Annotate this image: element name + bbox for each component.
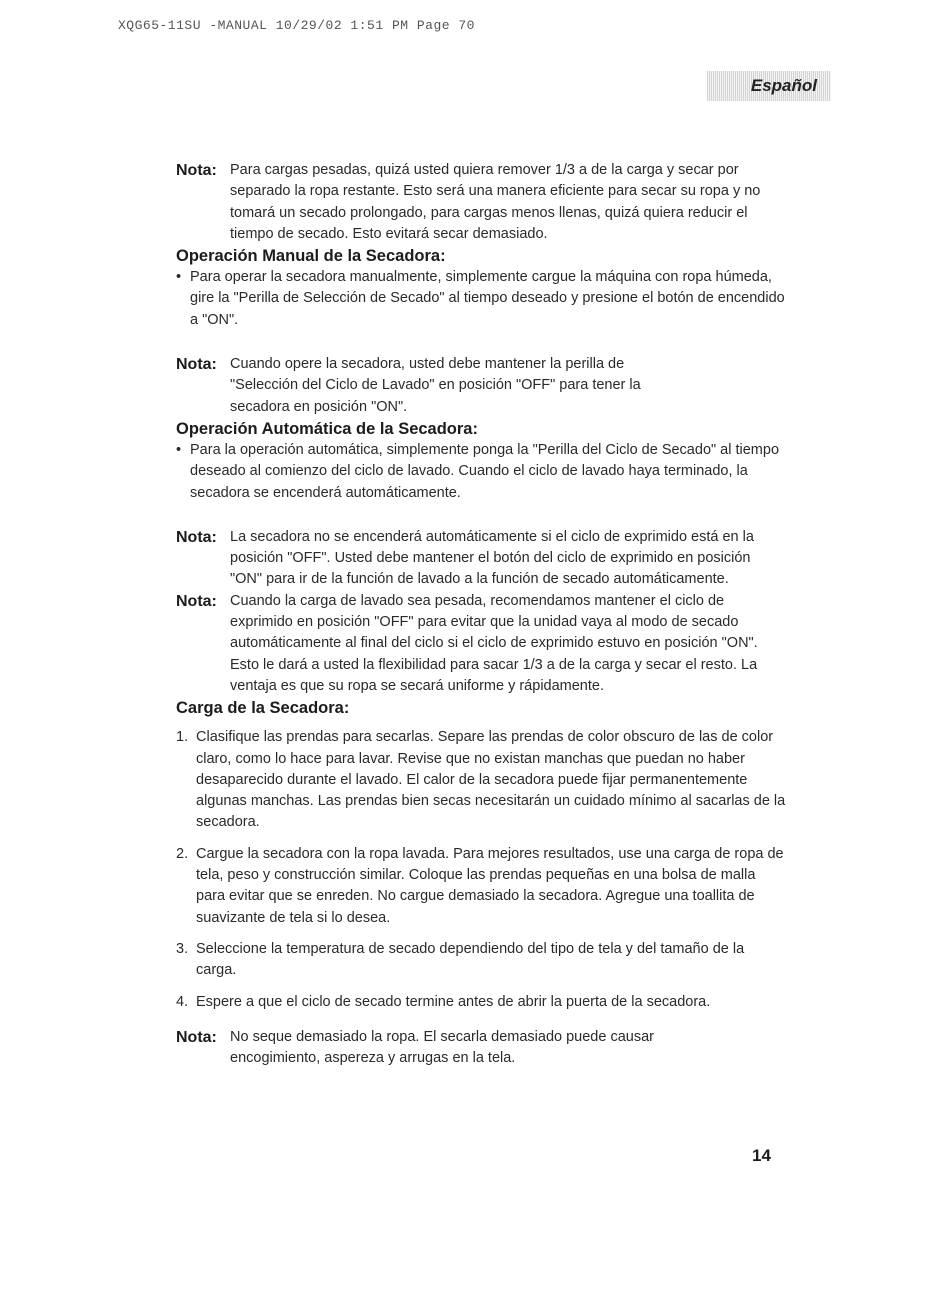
note-label: Nota: [176,356,217,374]
language-tab-label: Español [750,76,817,95]
list-text: Espere a que el ciclo de secado termine antes de abrir la puerta de la secadora. [196,993,711,1010]
list-number: 3. [176,940,189,957]
note-text: Cuando la carga de lavado sea pesada, recomendamos mantener el ciclo de exprimido en posición "OFF" para evitar que la unidad vaya al modo de secado automáticamente al final del ciclo si el ciclo de exprimido estuvo en posición "ON". Esto le dará a usted la flexibilidad para sacar 1/3 a de la carga y secar el resto. La ventaja es que su ropa se secará uniforme y rápidamente. [230,592,758,694]
list-number: 1. [176,729,189,746]
note-2 [176,354,786,418]
bullet-item-auto [176,440,786,504]
section-heading-manual: Operación Manual de la Secadora: [176,247,446,266]
list-number: 4. [176,993,189,1010]
list-item-1 [176,727,786,833]
note-text: Cuando opere la secadora, usted debe mantener la perilla de "Selección del Ciclo de Lavado" en posición "OFF" para tener la secadora en posición "ON". [230,356,641,415]
note-label: Nota: [176,592,217,610]
note-1 [176,160,786,245]
bullet-item-manual [176,267,786,331]
note-4 [176,591,786,697]
section-heading-carga: Carga de la Secadora: [176,699,350,718]
list-item-2 [176,844,786,929]
list-text: Cargue la secadora con la ropa lavada. Para mejores resultados, use una carga de ropa de tela, peso y construcción similar. Coloque las prendas pequeñas en una bolsa de malla para evitar que se enreden. No cargue demasiado la secadora. Agregue una toallita de suavizante de tela si lo desea. [196,845,784,926]
section-heading-auto: Operación Automática de la Secadora: [176,419,478,438]
note-label: Nota: [176,162,217,179]
note-text: Para cargas pesadas, quizá usted quiera remover 1/3 a de la carga y secar por separado la ropa restante. Esto será una manera eficiente para secar su ropa y no tomará un secado prolongado, para cargas menos llenas, quizá quiera reducir el tiempo de secado. Esto evitará secar demasiado. [230,162,761,242]
bullet-text: Para operar la secadora manualmente, simplemente cargue la máquina con ropa húmeda, gire la "Perilla de Selección de Secado" al tiempo deseado y presione el botón de encendido a "ON". [190,269,785,328]
bullet-icon: • [176,269,182,286]
page-number: 14 [752,1146,771,1165]
list-number: 2. [176,845,189,862]
print-header: XQG65-11SU -MANUAL 10/29/02 1:51 PM Page 70 [118,18,475,33]
list-text: Seleccione la temperatura de secado dependiendo del tipo de tela y del tamaño de la carga. [196,940,745,979]
manual-content [176,160,786,1069]
bullet-icon: • [176,441,182,458]
note-label: Nota: [176,528,217,546]
language-tab [707,71,831,101]
bullet-text: Para la operación automática, simplemente ponga la "Perilla del Ciclo de Secado" al tiempo deseado al comienzo del ciclo de lavado. Cuando el ciclo de lavado haya terminado, la secadora se encenderá automáticamente. [190,441,780,501]
note-text: No seque demasiado la ropa. El secarla demasiado puede causar encogimiento, aspereza y arrugas en la tela. [230,1028,654,1067]
note-text: La secadora no se encenderá automáticamente si el ciclo de exprimido está en la posición "OFF". Usted debe mantener el botón del ciclo de exprimido en posición "ON" para ir de la función de lavado a la función de secado automáticamente. [230,528,754,588]
note-3 [176,527,786,591]
list-item-3 [176,939,786,982]
note-5 [176,1027,786,1070]
note-label: Nota: [176,1028,217,1046]
list-item-4 [176,992,786,1013]
list-text: Clasifique las prendas para secarlas. Separe las prendas de color obscuro de las de color claro, como lo hace para lavar. Revise que no existan manchas que puedan no haber desaparecido durante el lavado. El calor de la secadora puede fijar permanentemente algunas manchas. Las prendas bien secas necesitarán un cuidado mínimo al sacarlas de la secadora. [196,729,786,831]
